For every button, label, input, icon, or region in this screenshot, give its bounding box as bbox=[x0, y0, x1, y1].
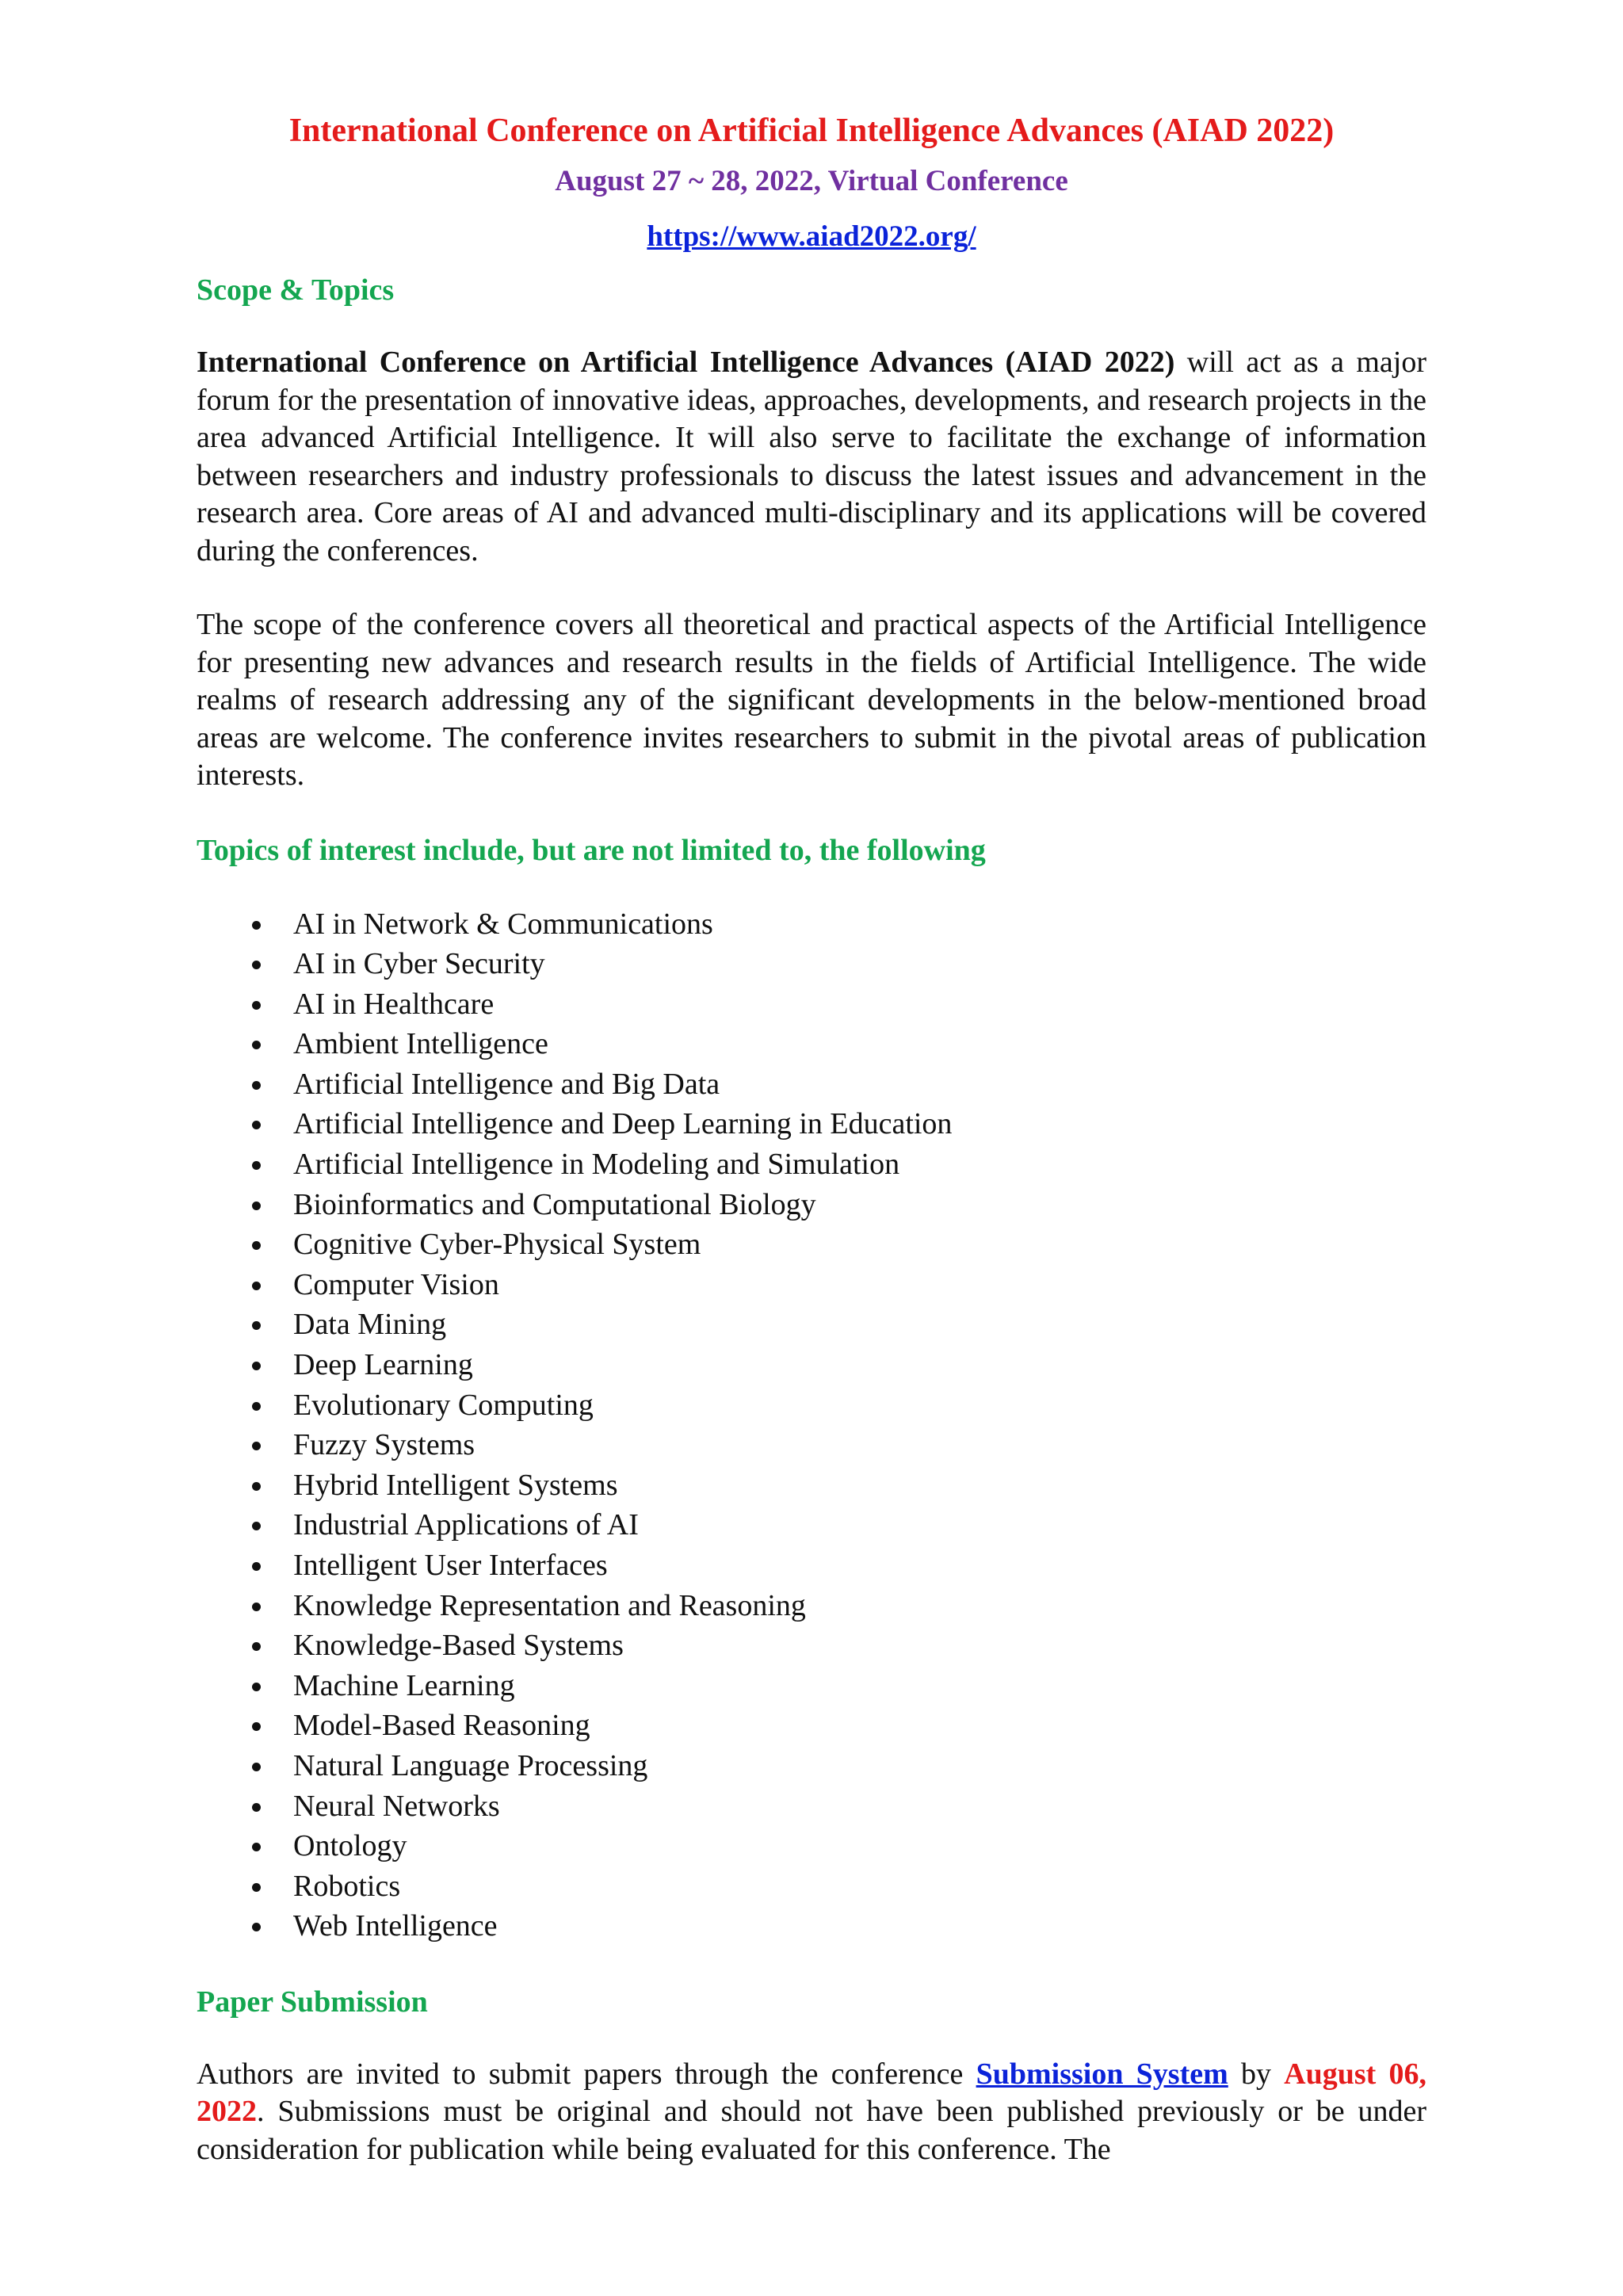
scope-heading: Scope & Topics bbox=[197, 273, 395, 307]
conference-title: International Conference on Artificial Intelligence Advances (AIAD 2022) bbox=[288, 113, 1335, 149]
topic-item: Knowledge-Based Systems bbox=[293, 1626, 1426, 1666]
topic-item: Fuzzy Systems bbox=[293, 1425, 1426, 1465]
topic-item: Deep Learning bbox=[293, 1345, 1426, 1385]
scope-paragraph-1-bold: International Conference on Artificial Intelligence Advances (AIAD 2022) bbox=[197, 346, 1175, 379]
topic-item: Evolutionary Computing bbox=[293, 1385, 1426, 1426]
topic-item: Industrial Applications of AI bbox=[293, 1505, 1426, 1545]
topic-item: Natural Language Processing bbox=[293, 1746, 1426, 1786]
conference-url-link[interactable]: https://www.aiad2022.org/ bbox=[647, 220, 976, 253]
topic-item: AI in Healthcare bbox=[293, 984, 1426, 1025]
spacer bbox=[197, 795, 1426, 831]
topic-item: Artificial Intelligence and Deep Learning in Education bbox=[293, 1104, 1426, 1144]
submission-deadline: August 06, 2022 bbox=[197, 2057, 1427, 2129]
scope-paragraph-2: The scope of the conference covers all theoretical and practical aspects of the Artificial Intelligence for presenting new advances and research results in the fields of Artificial Intelligence. The wide realms of research addressing any of the significant developments in the below-mentioned broad areas are welcome. The conference invites researchers to submit in the pivotal areas of publication interests. bbox=[197, 608, 1426, 792]
topic-item: Ambient Intelligence bbox=[293, 1024, 1426, 1064]
topics-list bbox=[197, 904, 1426, 1946]
topic-item: Ontology bbox=[293, 1826, 1426, 1866]
submission-system-link[interactable]: Submission System bbox=[976, 2057, 1228, 2091]
topic-item: Artificial Intelligence in Modeling and Simulation bbox=[293, 1144, 1426, 1185]
topic-item: Knowledge Representation and Reasoning bbox=[293, 1586, 1426, 1626]
spacer bbox=[197, 309, 1426, 344]
topic-item: Machine Learning bbox=[293, 1666, 1426, 1706]
spacer bbox=[197, 570, 1426, 606]
topic-item: AI in Network & Communications bbox=[293, 904, 1426, 945]
topic-item: Hybrid Intelligent Systems bbox=[293, 1465, 1426, 1506]
topic-item: Cognitive Cyber-Physical System bbox=[293, 1224, 1426, 1265]
submission-text-intro: Authors are invited to submit papers through the conference bbox=[197, 2057, 976, 2091]
topic-item: Bioinformatics and Computational Biology bbox=[293, 1185, 1426, 1225]
topic-item: AI in Cyber Security bbox=[293, 944, 1426, 984]
scope-paragraph-1-text: will act as a major forum for the presentation of innovative ideas, approaches, developments, and research projects in the area advanced Artificial Intelligence. It will also serve to facilitate the exchange of information between researchers and industry professionals to discuss the latest issues and advancement in the research area. Core areas of AI and advanced multi-disciplinary and its applications will be covered during the conferences. bbox=[197, 346, 1427, 567]
scope-paragraph-1 bbox=[197, 344, 1426, 570]
spacer bbox=[197, 869, 1426, 904]
topic-item: Computer Vision bbox=[293, 1265, 1426, 1305]
submission-heading: Paper Submission bbox=[197, 1985, 428, 2019]
topic-item: Robotics bbox=[293, 1866, 1426, 1907]
spacer bbox=[197, 1946, 1426, 1983]
submission-text-by: by bbox=[1228, 2057, 1285, 2091]
topic-item: Data Mining bbox=[293, 1305, 1426, 1345]
conference-date-location: August 27 ~ 28, 2022, Virtual Conference bbox=[555, 165, 1068, 197]
topic-item: Web Intelligence bbox=[293, 1906, 1426, 1946]
topic-item: Neural Networks bbox=[293, 1786, 1426, 1827]
spacer bbox=[197, 2021, 1426, 2056]
topic-item: Intelligent User Interfaces bbox=[293, 1545, 1426, 1586]
topic-item: Artificial Intelligence and Big Data bbox=[293, 1064, 1426, 1105]
topics-heading: Topics of interest include, but are not limited to, the following bbox=[197, 833, 986, 867]
conference-url-line bbox=[197, 219, 1426, 255]
topic-item: Model-Based Reasoning bbox=[293, 1706, 1426, 1746]
submission-text-rest: . Submissions must be original and should not have been published previously or be under consideration for publication while being evaluated for this conference. The bbox=[197, 2095, 1426, 2166]
submission-paragraph bbox=[197, 2056, 1426, 2169]
